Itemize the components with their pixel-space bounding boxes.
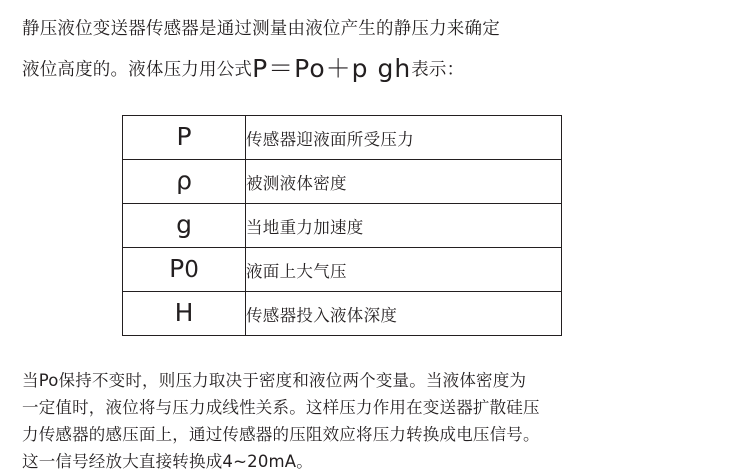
table-row xyxy=(123,292,562,336)
outro-paragraph xyxy=(22,367,722,475)
symbol-cell xyxy=(123,204,246,248)
symbol-subscript: 0 xyxy=(184,257,199,283)
symbol-cell xyxy=(123,160,246,204)
table-row xyxy=(123,204,562,248)
table-row xyxy=(123,116,562,160)
intro-line-1: 静压液位变送器传感器是通过测量由液位产生的静压力来确定 xyxy=(22,19,500,39)
description-cell: 传感器迎液面所受压力 xyxy=(246,116,562,160)
intro-line-2 xyxy=(22,49,722,90)
description-cell: 当地重力加速度 xyxy=(246,204,562,248)
symbol-definition-table xyxy=(122,115,562,336)
outro-line-4: 这一信号经放大直接转换成4~20mA。 xyxy=(22,452,313,471)
intro-paragraph xyxy=(22,10,722,90)
description-cell: 被测液体密度 xyxy=(246,160,562,204)
symbol-cell xyxy=(123,292,246,336)
symbol-cell xyxy=(123,116,246,160)
symbol-table-wrapper xyxy=(122,115,562,336)
pressure-formula: P＝Po＋p gh xyxy=(252,54,412,83)
intro-line-2-suffix: 表示： xyxy=(411,60,465,80)
symbol-text: P xyxy=(169,254,185,283)
outro-line-2: 一定值时，液位将与压力成线性关系。这样压力作用在变送器扩散硅压 xyxy=(22,398,540,417)
outro-line-1: 当Po保持不变时，则压力取决于密度和液位两个变量。当液体密度为 xyxy=(22,371,527,390)
description-cell: 液面上大气压 xyxy=(246,248,562,292)
outro-line-3: 力传感器的感压面上，通过传感器的压阻效应将压力转换成电压信号。 xyxy=(22,425,540,444)
symbol-text: H xyxy=(174,298,194,327)
intro-line-2-prefix: 液位高度的。液体压力用公式 xyxy=(22,60,253,80)
symbol-text: P xyxy=(176,122,192,151)
symbol-text: ρ xyxy=(176,166,192,195)
table-row xyxy=(123,160,562,204)
description-cell: 传感器投入液体深度 xyxy=(246,292,562,336)
symbol-cell xyxy=(123,248,246,292)
table-row xyxy=(123,248,562,292)
symbol-text: g xyxy=(176,210,192,239)
